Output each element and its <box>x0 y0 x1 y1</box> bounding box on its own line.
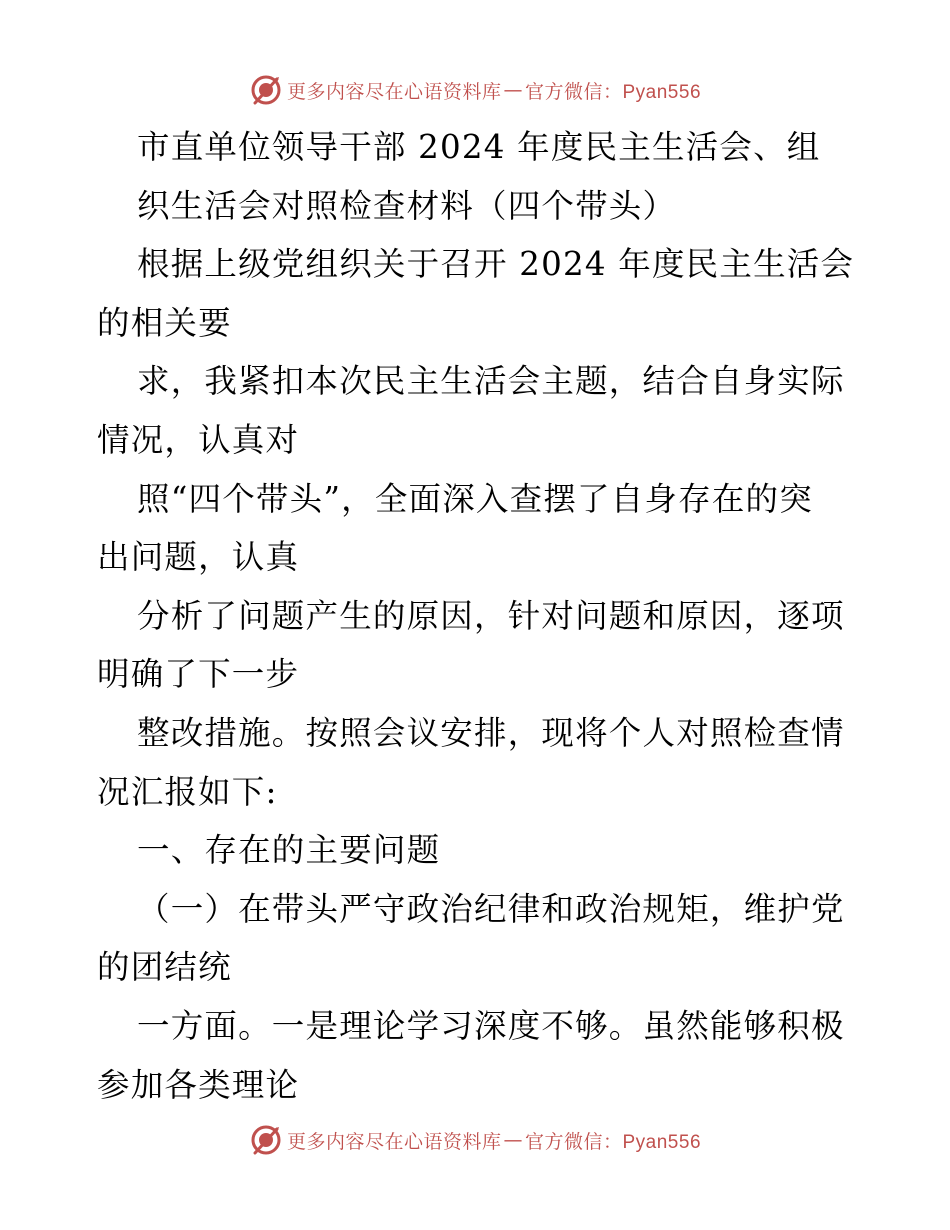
watermark-text: 更多内容尽在心语资料库 <box>286 1130 502 1153</box>
doc-line: 照“四个带头”，全面深入查摆了自身存在的突 <box>137 479 813 518</box>
doc-line: 的团结统 <box>97 948 232 987</box>
doc-line: 根据上级党组织关于召开 2024 年度民主生活会 <box>137 245 855 284</box>
doc-line: 出问题，认真 <box>97 538 300 577</box>
watermark-separator: — <box>503 1129 523 1151</box>
doc-line: 情况，认真对 <box>97 420 300 459</box>
doc-line: 明确了下一步 <box>97 655 300 694</box>
pen-logo-icon <box>249 73 283 107</box>
watermark-separator: — <box>503 79 523 101</box>
doc-line: 分析了问题产生的原因，针对问题和原因，逐项 <box>137 596 845 635</box>
doc-line: 况汇报如下: <box>97 772 278 811</box>
section-heading: 一、存在的主要问题 <box>137 831 441 870</box>
watermark-contact: 官方微信：Pyan556 <box>525 81 702 103</box>
doc-line: 的相关要 <box>97 303 232 342</box>
pen-logo-icon <box>249 1123 283 1157</box>
doc-line: 参加各类理论 <box>97 1065 300 1104</box>
doc-line: 织生活会对照检查材料（四个带头） <box>137 186 677 225</box>
document-body <box>97 118 867 1114</box>
doc-line: 整改措施。按照会议安排，现将个人对照检查情 <box>137 713 845 752</box>
doc-line: 一方面。一是理论学习深度不够。虽然能够积极 <box>137 1006 845 1045</box>
watermark-header <box>0 70 950 110</box>
subsection-heading: （一）在带头严守政治纪律和政治规矩，维护党 <box>137 889 845 928</box>
doc-line: 求，我紧扣本次民主生活会主题，结合自身实际 <box>137 362 845 401</box>
watermark-text: 更多内容尽在心语资料库 <box>286 80 502 103</box>
watermark-footer <box>0 1120 950 1160</box>
doc-line: 市直单位领导干部 2024 年度民主生活会、组 <box>137 128 821 166</box>
watermark-contact: 官方微信：Pyan556 <box>525 1131 702 1153</box>
